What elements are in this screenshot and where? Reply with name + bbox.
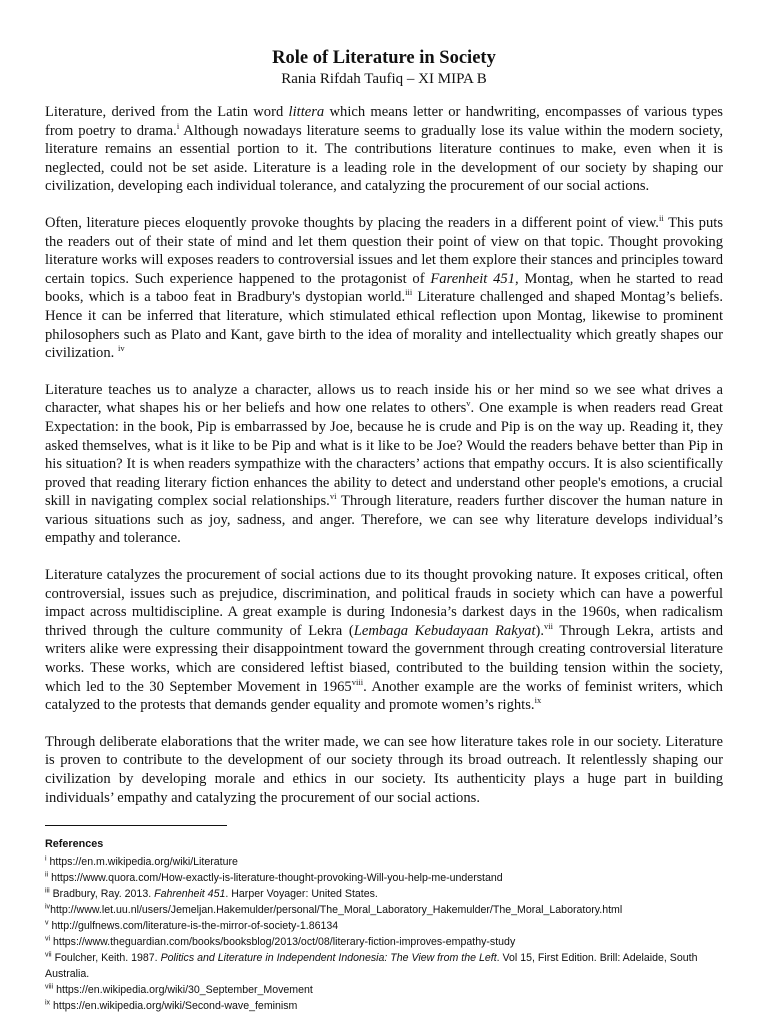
reference-marker: ix: [45, 999, 51, 1007]
text: Through Lekra, artists and writers alike were expressing their disappointment toward the government through creating controversial literature works. These works, which are considered leftist biased, contributed to the building tension within the society, which led to the 30 September Movement in 1965: [45, 622, 723, 695]
footnote-marker: ii: [658, 213, 664, 224]
paragraph-3: [45, 381, 723, 548]
text: Literature catalyzes the procurement of social actions due to its thought provoking nature. It exposes critical, often controversial, issues such as prejudice, discrimination, and political frauds in society which can have a powerful impact across multidiscipline. A great example is during Indonesia’s darkest days in the 1960s, when radicalism thrived through the culture community of Lekra (: [45, 567, 723, 639]
footnote-marker: viii: [351, 676, 364, 687]
reference-text: Bradbury, Ray. 2013.: [49, 888, 155, 901]
text: which means letter or handwriting, encompasses of various types from poetry to drama.: [45, 104, 723, 139]
paragraph-2: [45, 214, 723, 363]
document-author: Rania Rifdah Taufiq – XI MIPA B: [281, 71, 487, 87]
text: Through deliberate elaborations that the writer made, we can see how literature takes role in our society. Literature is proven to contribute to the development of our society through its broad outreach. It relentlessly shaping our civilization by developing morale and ethics in our society. Its authenticity plays a huge part in building individuals’ empathy and catalyzing the procurement of our social actions.: [45, 733, 723, 806]
reference-item: [45, 950, 723, 982]
reference-link[interactable]: http://www.let.uu.nl/users/Jemeljan.Hakemulder/personal/The_Moral_Laboratory_Hakemulder/The_Moral_Laboratory.html: [50, 904, 623, 917]
reference-marker: i: [45, 855, 47, 863]
reference-marker: iii: [45, 887, 50, 895]
footnote-marker: iii: [405, 287, 413, 298]
reference-item: [45, 854, 723, 870]
reference-item: [45, 918, 723, 934]
reference-title: Politics and Literature in Independent Indonesia: The View from the Left: [160, 952, 497, 965]
paragraph-5: [45, 733, 723, 807]
reference-text: . Vol 15, First Edition. Brill: Adelaide, South Australia.: [45, 952, 698, 981]
document-page: [45, 46, 723, 1014]
italic-text: Lembaga Kebudayaan Rakyat: [353, 622, 536, 639]
reference-link[interactable]: https://en.m.wikipedia.org/wiki/Literature: [46, 856, 238, 869]
text: Literature challenged and shaped Montag’s beliefs. Hence it can be inferred that literature, which stimulated ethical reflection upon Montag, likewise to prominent philosophers such as Plato and Kant, gave birth to the idea of morality and intellectuality which greatly shapes our civilization.: [45, 289, 724, 362]
footnote-marker: v: [466, 398, 471, 409]
footnote-marker: i: [176, 120, 180, 131]
text: . One example is when readers read Great Expectation: in the book, Pip is embarrassed by Joe, because he is crude and Pip is on the way up. Reading it, they asked themselves, what is it like to be Pip and what is it like to be Joe? Would the readers behave better than Pip in his situation? It is when readers sympathize with the characters’ actions that empathy occurs. It is also scientifically proved that reading literary fiction enhances the ability to detect and understand other people's emotions, a crucial skill in navigating complex social relationships.: [45, 400, 723, 510]
reference-item: [45, 870, 723, 886]
document-title: Role of Literature in Society: [272, 48, 496, 68]
reference-link[interactable]: https://en.wikipedia.org/wiki/Second-wave_feminism: [50, 1000, 298, 1013]
reference-marker: ii: [45, 871, 49, 879]
reference-marker: vii: [45, 951, 52, 959]
text: ).: [535, 622, 545, 639]
paragraph-4: [45, 566, 723, 715]
reference-item: [45, 886, 723, 902]
reference-marker: iv: [45, 903, 51, 911]
text: Literature, derived from the Latin word: [45, 104, 289, 120]
references-heading: References: [45, 838, 104, 851]
footnote-marker: ix: [534, 695, 542, 706]
text: This puts the readers out of their state of mind and let them question their point of view on that topic. Thought provoking literature works will exposes readers to controversial issues and let them explore their stances and principles toward certain topics. Such experience happened to the protagonist of: [45, 214, 723, 287]
reference-link[interactable]: https://en.wikipedia.org/wiki/30_September_Movement: [53, 984, 313, 997]
footnote-marker: vi: [329, 491, 337, 502]
footnote-divider: [45, 825, 227, 826]
reference-item: [45, 902, 723, 918]
reference-link[interactable]: http://gulfnews.com/literature-is-the-mirror-of-society-1.86134: [48, 920, 339, 933]
text: Often, literature pieces eloquently provoke thoughts by placing the readers in a different point of view.: [45, 214, 659, 231]
reference-marker: vi: [45, 935, 51, 943]
footnote-marker: vii: [544, 620, 554, 631]
reference-marker: v: [45, 919, 49, 927]
reference-link[interactable]: https://www.theguardian.com/books/booksblog/2013/oct/08/literary-fiction-improves-empathy-study: [50, 936, 516, 949]
reference-text: Foulcher, Keith. 1987.: [51, 952, 161, 965]
text: Through literature, readers further discover the human nature in various situations such as joy, sadness, and anger. Therefore, we can see why literature develops individual’s empathy and tolerance.: [45, 493, 723, 547]
text: . Another example are the works of feminist writers, which catalyzed to the protests that demands gender equality and promote women’s rights.: [45, 678, 723, 714]
reference-link[interactable]: https://www.quora.com/How-exactly-is-literature-thought-provoking-Will-you-help-me-understand: [48, 872, 503, 885]
reference-marker: viii: [45, 983, 54, 991]
footnote-marker: iv: [117, 343, 125, 354]
reference-item: [45, 998, 723, 1014]
reference-title: Fahrenheit 451: [154, 888, 226, 901]
text: , Montag, when he started to read books, which is a taboo feat in Bradbury's dystopian world.: [45, 270, 723, 306]
references-section: [45, 836, 723, 1014]
reference-item: [45, 982, 723, 998]
italic-text: Farenheit 451: [430, 270, 515, 287]
italic-text: littera: [288, 104, 325, 120]
reference-text: . Harper Voyager: United States.: [225, 888, 378, 901]
text: Literature teaches us to analyze a character, allows us to reach inside his or her mind so we see what drives a character, what shapes his or her beliefs and how one relates to others: [45, 381, 723, 417]
text: Although nowadays literature seems to gradually lose its value within the modern society, literature remains an essential portion to it. The contributions literature continues to make, even when it is neglected, could not be set aside. Literature is a leading role in the development of our society by shaping our civilization, developing each individual tolerance, and catalyzing the procurement of our social actions.: [45, 122, 723, 195]
paragraph-1: [45, 103, 723, 196]
reference-item: [45, 934, 723, 950]
